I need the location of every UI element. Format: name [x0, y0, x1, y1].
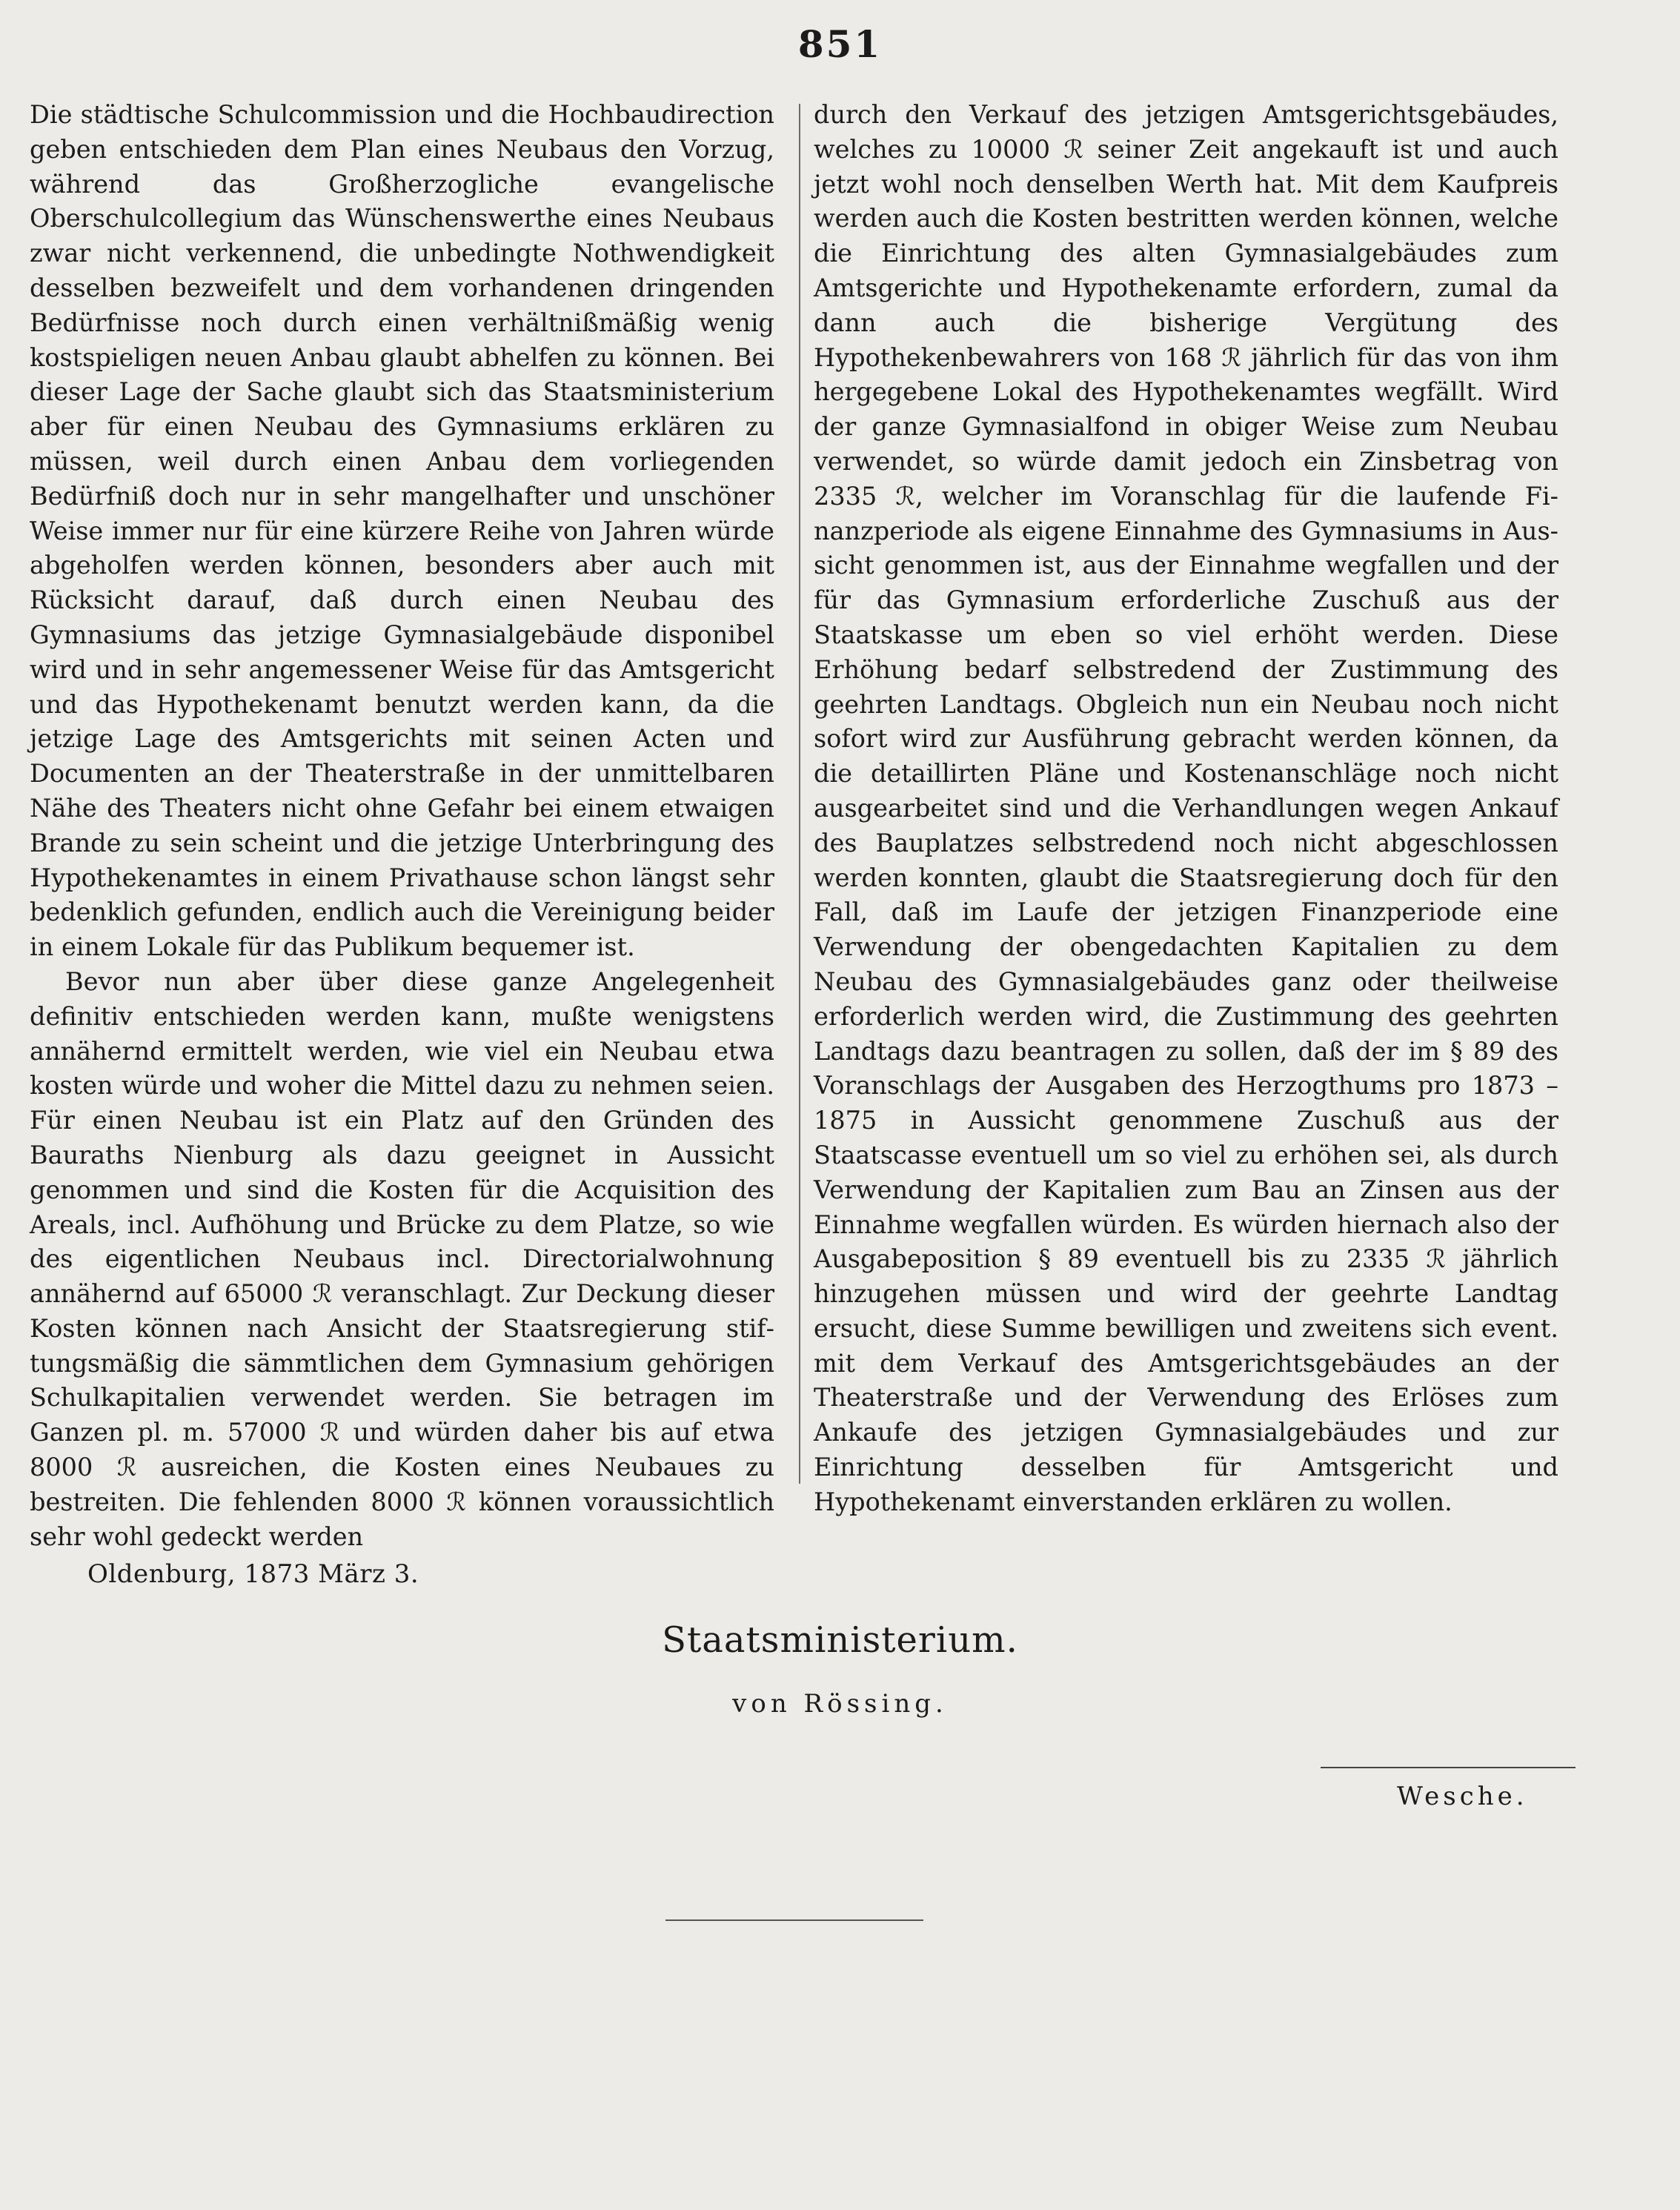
ministry-name: Staatsministerium.: [662, 1619, 1018, 1661]
right-paragraph-1: durch den Verkauf des jetzigen Amtsgerichtsgebäudes, welches zu 10000 ℛ seiner Zeit angekauft ist und auch jetzt wohl noch denselben Werth hat. Mit dem Kaufpreis werden auch die Kosten bestritten werden können, welche die Einrichtung des alten Gymnasialgebäudes zum Amtsgerichte und Hypothekenamte erfordern, zumal da dann auch die bisherige Vergütung des Hypothekenbewahrers von 168 ℛ jährlich für das von ihm hergegebene Lokal des Hypothekenamtes wegfällt. Wird der ganze Gymnasialfond in obiger Weise zum Neubau verwendet, so würde damit jedoch ein Zinsbetrag von 2335 ℛ, welcher im Voranschlag für die laufende Finanzperiode als eigene Einnahme des Gymnasiums in Aussicht genommen ist, aus der Einnahme wegfallen und der für das Gymnasium erforderliche Zuschuß aus der Staatskasse um eben so viel erhöht werden. Diese Erhöhung bedarf selbstredend der Zustimmung des geehrten Landtags. Obgleich nun ein Neubau noch nicht sofort wird zur Ausführung gebracht werden können, da die detaillirten Pläne und Kostenanschläge noch nicht ausgearbeitet sind und die Verhandlungen wegen Ankauf des Bauplatzes selbstredend noch nicht abgeschlossen werden konnten, glaubt die Staatsregierung doch für den Fall, daß im Laufe der jetzigen Finanzperiode eine Verwendung der obengedachten Kapitalien zu dem Neubau des Gymnasialgebäudes ganz oder theilweise erforderlich werden wird, die Zustimmung des geehrten Landtags dazu beantragen zu sollen, daß der im § 89 des Voranschlags der Ausgaben des Herzogthums pro 1873 – 1875 in Aussicht genommene Zuschuß aus der Staatscasse eventuell um so viel zu erhöhen sei, als durch Verwendung der Kapitalien zum Bau an Zinsen aus der Einnahme wegfallen würden. Es würden hiernach also der Ausgabeposition § 89 eventuell bis zu 2335 ℛ jährlich hinzugehen müssen und wird der geehrte Landtag ersucht, diese Summe bewilligen und zweitens sich event. mit dem Verkauf des Amtsgerichtsgebäudes an der Theaterstraße und der Verwendung des Erlöses zum Ankaufe des jetzigen Gymnasialgebäudes und zur Einrichtung desselben für Amtsgericht und Hypothekenamt einverstanden erklären zu wollen.: [814, 100, 1558, 1516]
right-column: [814, 98, 1558, 1520]
left-column: [30, 98, 774, 1554]
left-paragraph-1: Die städtische Schulcommission und die Hochbaudirection geben entschieden dem Plan eines Neubaus den Vorzug, während das Großherzogliche evangelische Oberschulcollegium das Wünschenswerthe eines Neubaus zwar nicht verkennend, die unbedingte Nothwendigkeit desselben bezweifelt und dem vorhandenen dringenden Bedürfnisse noch durch einen verhältnißmäßig wenig kostspieligen neuen Anbau glaubt abhelfen zu können. Bei dieser Lage der Sache glaubt sich das Staatsministerium aber für einen Neubau des Gymnasiums erklären zu müssen, weil durch einen Anbau dem vorliegenden Bedürfniß doch nur in sehr mangelhafter und unschöner Weise immer nur für eine kürzere Reihe von Jahren würde abgeholfen werden können, besonders aber auch mit Rücksicht darauf, daß durch einen Neubau des Gymnasiums das jetzige Gymnasialgebäude disponibel wird und in sehr angemessener Weise für das Amtsgericht und das Hypothekenamt benutzt werden kann, da die jetzige Lage des Amtsgerichts mit seinen Acten und Documenten an der Theaterstraße in der unmittelbaren Nähe des Theaters nicht ohne Gefahr bei einem etwaigen Brande zu sein scheint und die jetzige Unterbringung des Hypothekenamtes in einem Privathause schon längst sehr bedenklich gefunden, endlich auch die Vereinigung beider in einem Lokale für das Publikum bequemer ist.: [30, 100, 774, 962]
text-columns: [30, 98, 1623, 1551]
place-date: Oldenburg, 1873 März 3.: [87, 1559, 419, 1589]
signer-name: von Rössing.: [732, 1689, 948, 1719]
column-divider: [799, 104, 800, 1484]
countersigner-name: Wesche.: [1397, 1782, 1528, 1811]
signature-block: [0, 1619, 1680, 1719]
signature-rule: [1321, 1767, 1576, 1768]
page-number: 851: [797, 22, 883, 66]
end-rule: [665, 1919, 923, 1921]
left-paragraph-2: Bevor nun aber über diese ganze Angelegenheit definitiv entschieden werden kann, mußte wenigstens annähernd ermittelt werden, wie viel ein Neubau etwa kosten würde und woher die Mittel dazu zu nehmen seien. Für einen Neubau ist ein Platz auf den Gründen des Bauraths Nienburg als dazu geeignet in Aussicht genommen und sind die Kosten für die Acquisition des Areals, incl. Aufhöhung und Brücke zu dem Platze, so wie des eigentlichen Neubaus incl. Directorialwohnung annähernd auf 65000 ℛ veranschlagt. Zur Deckung dieser Kosten können nach Ansicht der Staatsregierung stiftungsmäßig die sämmtlichen dem Gymnasium gehörigen Schulkapitalien verwendet werden. Sie betragen im Ganzen pl. m. 57000 ℛ und würden daher bis auf etwa 8000 ℛ ausreichen, die Kosten eines Neubaues zu bestreiten. Die fehlenden 8000 ℛ können voraussichtlich sehr wohl gedeckt werden: [30, 966, 774, 1551]
